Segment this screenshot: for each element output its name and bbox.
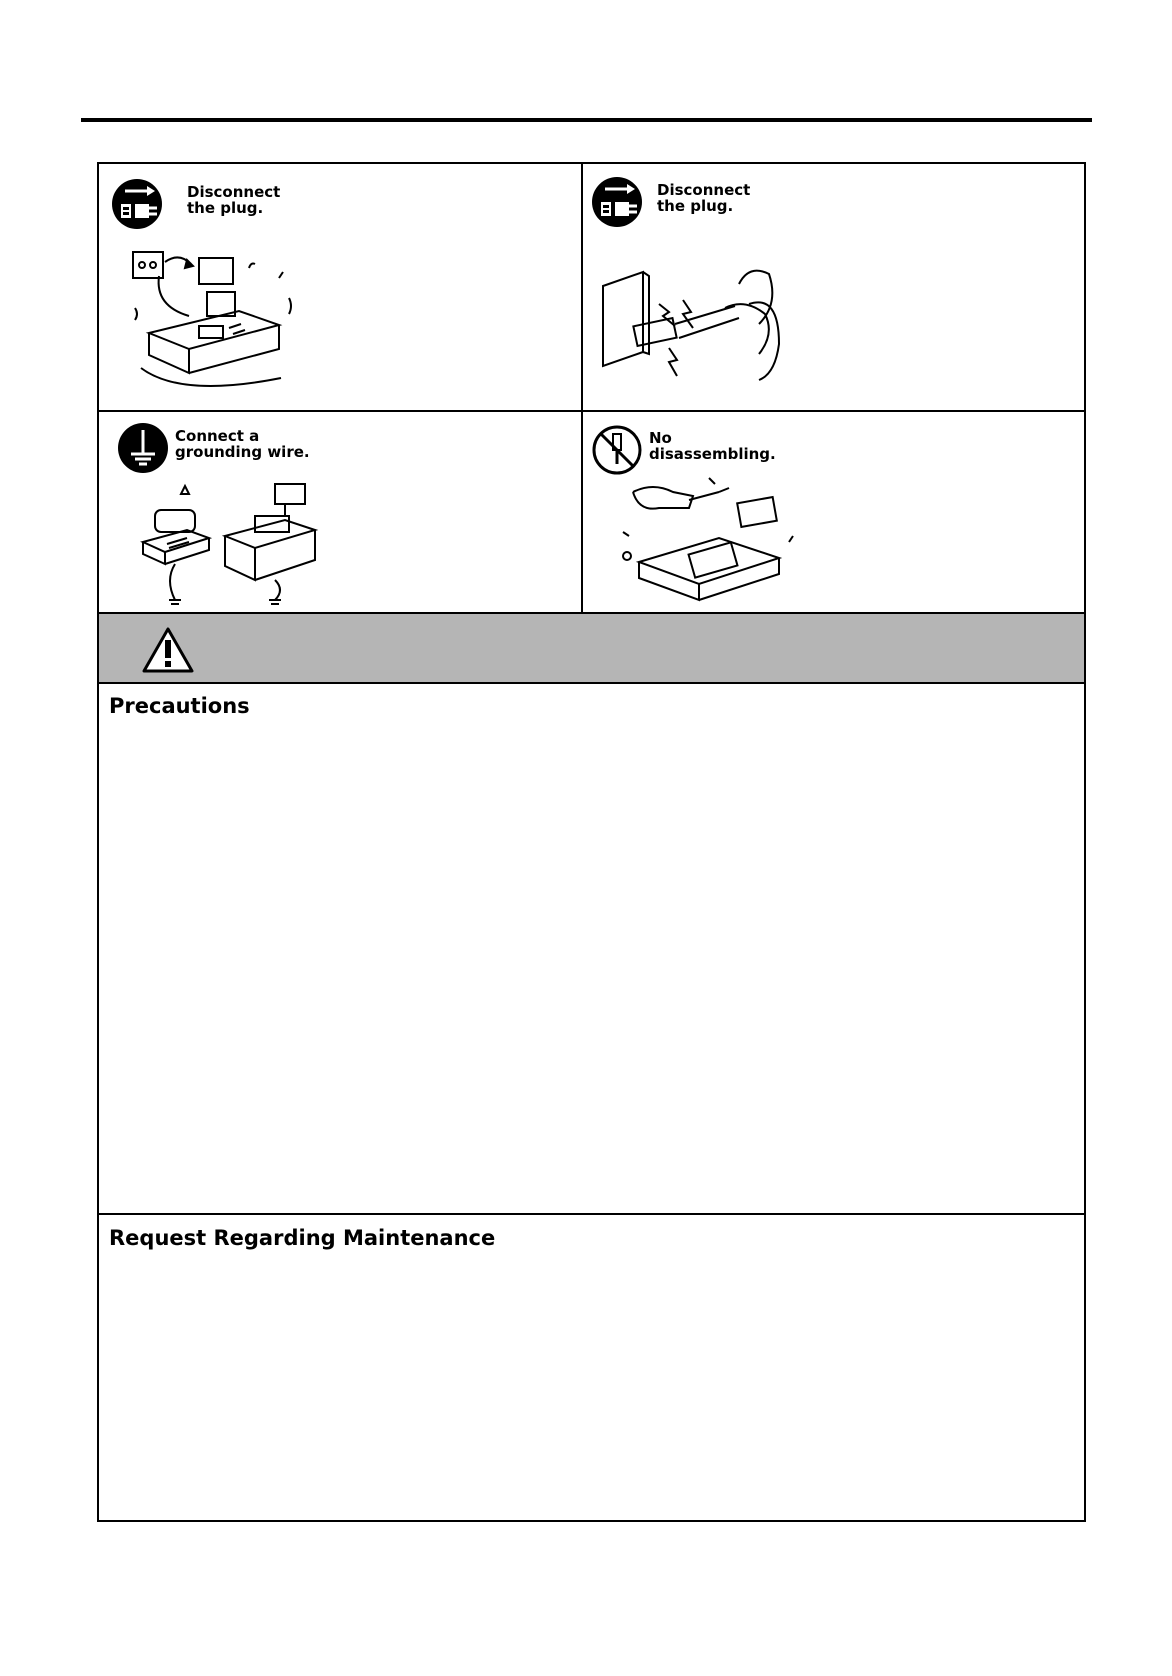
precautions-section: [99, 684, 1084, 1213]
caution-band: [99, 612, 1084, 684]
disassembly-illustration: [619, 472, 799, 606]
unplug-icon: [591, 176, 643, 228]
panel-label: No disassembling.: [649, 429, 776, 463]
panel-disconnect-wet: [99, 164, 581, 410]
panel-grounding: [99, 412, 581, 612]
maintenance-section: [99, 1215, 1084, 1520]
panel-no-disassembly: [583, 412, 1086, 612]
wet-register-illustration: [129, 248, 299, 403]
section-title: Request Regarding Maintenance: [109, 1226, 496, 1250]
no-disassembly-icon: [591, 424, 643, 476]
ground-icon: [117, 422, 169, 474]
grounded-registers-illustration: [135, 480, 325, 606]
panel-disconnect-shock: [583, 164, 1086, 410]
panel-label: Disconnect the plug.: [657, 181, 751, 215]
panel-label: Disconnect the plug.: [187, 183, 281, 217]
panel-label: Connect a grounding wire.: [175, 427, 310, 461]
unplug-icon: [111, 178, 163, 230]
unplug-hand-illustration: [599, 264, 789, 394]
safety-table: [97, 162, 1086, 1522]
top-rule: [81, 118, 1092, 122]
section-title: Precautions: [109, 694, 250, 718]
warning-triangle-icon: [141, 626, 195, 674]
